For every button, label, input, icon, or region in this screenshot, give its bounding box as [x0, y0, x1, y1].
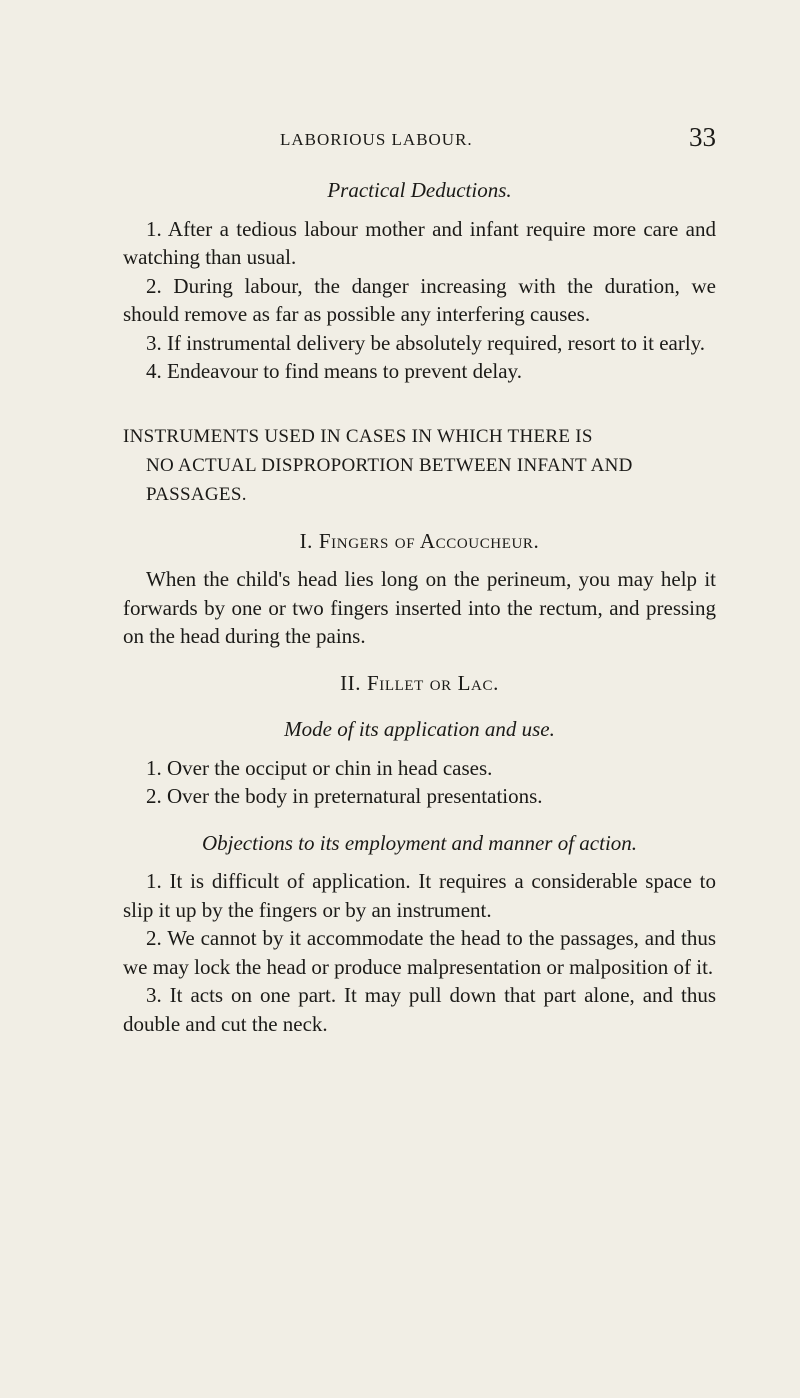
page-number: 33 [689, 122, 716, 152]
instruments-heading-line1: INSTRUMENTS USED IN CASES IN WHICH THERE IS [123, 425, 593, 447]
running-head [120, 122, 716, 154]
practical-item-1: 1. After a tedious labour mother and infant require more care and watching than usual. [123, 216, 716, 269]
running-title: LABORIOUS LABOUR. [280, 130, 473, 149]
fillet-heading: II. Fillet or Lac. [340, 670, 499, 695]
mode-heading: Mode of its application and use. [284, 717, 555, 741]
objection-item-1: 1. It is difficult of application. It requires a considerable space to slip it up by the fingers or by an instrument. [123, 869, 716, 922]
practical-item-3: 3. If instrumental delivery be absolutely required, resort to it early. [146, 330, 706, 355]
fingers-paragraph: When the child's head lies long on the perineum, you may help it forwards by one or two fingers inserted into the rectum, and pressing on the head during the pains. [123, 567, 716, 648]
fingers-heading: I. Fingers of Accoucheur. [299, 528, 540, 553]
instruments-heading-line2: NO ACTUAL DISPROPORTION BETWEEN INFANT AND PASSAGES. [146, 454, 633, 505]
page-body [123, 176, 716, 1038]
objection-item-2: 2. We cannot by it accommodate the head to the passages, and thus we may lock the head or produce malpresentation or malposition of it. [123, 926, 716, 979]
mode-item-1: 1. Over the occiput or chin in head cases. [146, 755, 493, 780]
practical-deductions-heading: Practical Deductions. [327, 178, 512, 202]
objection-item-3: 3. It acts on one part. It may pull down that part alone, and thus double and cut the neck. [123, 983, 716, 1036]
objections-heading: Objections to its employment and manner of action. [201, 830, 638, 855]
instruments-heading [123, 422, 716, 509]
practical-item-4: 4. Endeavour to find means to prevent delay. [146, 359, 522, 383]
practical-item-2: 2. During labour, the danger increasing with the duration, we should remove as far as possible any interfering causes. [123, 273, 716, 326]
mode-item-2: 2. Over the body in preternatural presentations. [146, 784, 543, 808]
